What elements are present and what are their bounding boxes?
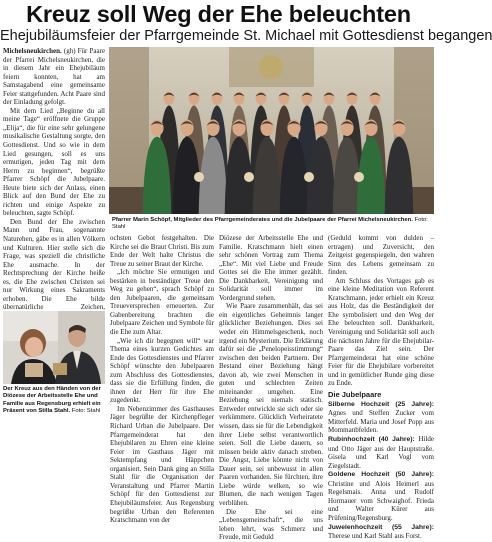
photo-main-image <box>109 47 434 214</box>
paragraph: ochsten Gebot festgehalten. Die Kirche sei die Braut Christi. Bis zum Ende der Welt halte Christus die Treue zu seiner Braut der Kirche. <box>110 234 214 268</box>
article-column-4 <box>328 234 434 541</box>
paragraph: Diözese der Arbeitsstelle Ehe und Familie. Kratschmann hielt einen sehr schönen Vortrag zum Thema „Ehe“. Mit viel Liebe und Freude Gottes sei die Ehe immer gezählt. Die Dankbarkeit, Vereinigung und Solidarität soll immer im Vordergrund stehen. <box>219 234 323 302</box>
photo-small <box>3 311 105 384</box>
jubilee-entry: Silberne Hochzeit (25 Jahre): Agnes und Steffen Zucker vom Mitterfeld. Maria und Josef Popp aus Mommanbfelden. <box>328 400 434 435</box>
jubilee-entry: Goldene Hochzeit (50 Jahre): Christine und Alois Heimerl aus Regelsmais. Anna und Rudolf Hormauer vom Schwaighof. Frieda und Walter Kürer aus Prüfening/Regensburg. <box>328 471 434 522</box>
bouquet <box>244 172 254 182</box>
photo-credit: Foto: Stahl <box>71 408 101 415</box>
paragraph: Den Bund der Ehe zwischen Mann und Frau, sogenannte Naturehen, gäbe es in allen Völkern und Kulturen. Hier stelle sich die Frage, was speziell die christliche Ehe ausmache. In der Rechtsprechung der Kirche heiße es, die Ehe zwischen Christen sei nur Wirkung eines Sakraments erhoben. Die Ehe bilde übernatürliche Zeichen, <box>3 217 105 312</box>
paragraph: Die Ehe sei eine „Lebensgemeinschaft“, die uns leben lehrt, was Schmerz und Freude, mit Geduld <box>219 507 323 542</box>
article-column-3 <box>219 234 323 542</box>
jubilee-label: Silberne Hochzeit (25 Jahre): <box>328 400 434 408</box>
jubilee-entry: Rubinhochzeit (40 Jahre): Hilde und Otto Jäger aus der Hauptstraße. Gisela und Karl Vogl vom Ziegelstadt. <box>328 435 434 470</box>
jubilee-label: Rubinhochzeit (40 Jahre): <box>328 436 415 444</box>
paragraph: Michelsneukirchen. (gh) Für Paare der Pfarrei Michelsneukirchen, die in diesem Jahr ein Ehejubiläum feiern konnten, hat am Samstagabend eine gemeinsame Feier stattgefunden. Acht Paare sind der Einladung gefolgt. <box>3 47 105 107</box>
photo-small-image <box>3 311 105 384</box>
photo-main-caption: Pfarrer Marin Schöpf, Mitglieder des Pfarrgemeinderates und die Jubelpaare der Pfarrei Michelsneukirchen. Foto: Stahl <box>112 217 428 231</box>
paragraph: (Geduld kommt von dulden – ertragen) und Zuversicht, den Zeitgeist gegenspiegeln, den wahren Sinn des Lebens gemeinsam zu finden. <box>328 234 434 277</box>
dateline: Michelsneukirchen. <box>3 47 62 55</box>
jubilee-label: Goldene Hochzeit (50 Jahre): <box>328 471 434 479</box>
bouquet <box>194 172 204 182</box>
photo-small-caption: Der Kreuz aus den Händen von der Diözese der Arbeitsstelle Ehe und Familie aus Regensburg erhielt ein Präsent von Stilla Stahl. Foto: Stahl <box>3 386 101 415</box>
photo-main <box>109 47 434 214</box>
bouquet <box>304 172 314 182</box>
paragraph: Im Nebenzimmer des Gasthauses Jäger begrüßte der Kirchenpfleger Richard Urban die Jubelpaare. Der Pfarrgemeinderat hat den Ehejubilaren zu Ehren eine kleine Feier im Gasthaus Jäger mit Sektempfang und Häppchen organisiert. Sein Dank ging an Stilla Stahl für die Organisation der Veranstaltung und Pfarrer Martin Schöpf für den Gottesdienst zur Ehejubiläumsfeier. Aus Regensburg begrüßte Urban den Referenten Kratschmann von der <box>110 404 214 525</box>
paragraph: Wie Paare zusammenhält, das sei ein eigentliches Geheimnis langer glücklicher Beziehungen. Dies sei weder ein Himmelsgeschenk, noch irgend ein Mysterium. Die Erklärung dafür sei die „Penelopeisstimmung“ zwischen den beiden Partnern. Der Bestand einer Beziehung hängt davon ab, wie zwei Menschen in guten und schlechten Zeiten miteinander umgehen. Eine Beziehung sei niemals statisch. Entweder entwickle sie sich oder sie verkümmere. Glücklich Verheiratete wissen, dass sie für die Lebendigkeit ihrer Liebe selbst verantwortlich seien. Soll die Liebe dauern, so müssen beide aktiv danach streben. Die Angst, Liebe könnte nicht von Dauer sein, sei unbewusst in allen Paaren vorhanden. Sie fürchten, ihre Liebe würde welken, so wie Blumen, die nach wenigen Tagen verblühen. <box>219 302 323 507</box>
article-column-1 <box>3 47 105 312</box>
jubilee-entry: Juwelenhochzeit (55 Jahre): Therese und Karl Stahl aus Forst. <box>328 523 434 541</box>
bouquet <box>354 172 364 182</box>
jubilee-label: Juwelenhochzeit (55 Jahre): <box>328 523 434 531</box>
paragraph: „Wie ich dir begegnen will“ war Thema eines kurzen Gedichtes am Ende des Gottesdienstes und Pfarrer Schöpf wünschte den Jubelpaaren zum Abschluss des Gottesdienstes, dass sie die Erfüllung finden, die ihnen der Herr für ihre Ehe zugedenkt. <box>110 336 214 405</box>
headline: Kreuz soll Weg der Ehe beleuchten <box>26 1 411 27</box>
paragraph: Mit dem Lied „Beginne du all meine Tage“ eröffnete die Gruppe „Elija“, die für eine sehr gelungene musikalische Gestaltung sorgte, den Gottesdienst. Und so wie in dem Lied gesungen, soll es uns ermutigen, jeden Tag mit dem Herrn zu beginnen“, begrüßte Pfarrer Schöpf die Jubelpaare. Heute biete sich der Anlass, einen Blick auf den Bund der Ehe zu richten und einige Aspekte zu beleuchten, sagte Schöpf. <box>3 106 105 218</box>
section-title-jubelpaare: Die Jubelpaare <box>328 389 382 399</box>
article-column-2 <box>110 234 214 525</box>
paragraph: Am Schluss des Vortages gab es eine kleine Meditation von Referent Kratschmann, jeder erhielt ein Kreuz aus Holz, das die Beständigkeit der Ehe symbolisiert und den Weg der Ehe beleuchten soll. Dankbarkeit, Vereinigung und Solidarität soll auch die nächsten Jahre für die Ehejubilar-Paare das Ziel sein. Der Pfarrgemeinderat hat eine schöne Feier für die Ehejubilare vorbereitet und in gemütlicher Runde ging diese zu Ende. <box>328 276 434 388</box>
photo-credit: Foto: Stahl <box>112 217 428 231</box>
subheadline: Ehejubiläumsfeier der Pfarrgemeinde St. Michael mit Gottesdienst begangen <box>0 28 492 44</box>
paragraph: „Ich möchte Sie ermutigen und bestärken in beständiger Treue den Weg zu gehen“, sprach Schöpf zu den Jubelpaaren, die gemeinsam Treueversprechen erneuerten. Zur Gabenbereitung brachten die Jubelpaare Zeichen und Symbole für die Ehe zum Altar. <box>110 268 214 337</box>
